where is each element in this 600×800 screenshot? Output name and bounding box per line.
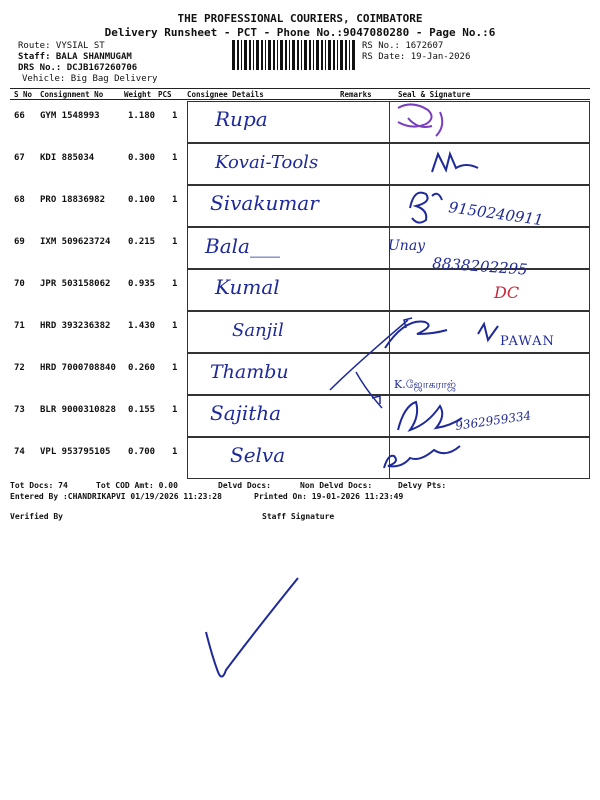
consignee-box bbox=[187, 227, 390, 269]
consignee-hand-67: Kovai-Tools bbox=[215, 152, 319, 173]
header-weight: Weight bbox=[124, 90, 152, 99]
cell-pcs: 1 bbox=[172, 321, 178, 331]
signature-box bbox=[390, 437, 590, 479]
page-title: THE PROFESSIONAL COURIERS, COIMBATORE bbox=[177, 12, 423, 25]
signature-box bbox=[390, 395, 590, 437]
table-header bbox=[10, 88, 590, 100]
cell-consignment: GYM 1548993 bbox=[40, 111, 100, 121]
signature-box bbox=[390, 101, 590, 143]
route-label: Route: VYSIAL ST bbox=[18, 41, 105, 51]
cell-weight: 0.100 bbox=[128, 195, 156, 205]
barcode-bar bbox=[333, 40, 335, 70]
barcode-bar bbox=[232, 40, 235, 70]
barcode-bar bbox=[309, 40, 311, 70]
table-row bbox=[10, 437, 590, 479]
tot-cod-label: Tot COD Amt: 0.00 bbox=[96, 481, 178, 490]
cell-consignment: HRD 7000708840 bbox=[40, 363, 116, 373]
barcode-bar bbox=[273, 40, 275, 70]
consignee-box bbox=[187, 185, 390, 227]
barcode-bar bbox=[352, 40, 355, 70]
cell-pcs: 1 bbox=[172, 363, 178, 373]
signature-box bbox=[390, 143, 590, 185]
barcode-bar bbox=[268, 40, 271, 70]
table-row bbox=[10, 311, 590, 353]
phone-69: 8838202295 bbox=[431, 254, 529, 279]
rs-date-label: RS Date: 19-Jan-2026 bbox=[362, 52, 471, 62]
barcode-bar bbox=[285, 40, 287, 70]
signature-box bbox=[390, 227, 590, 269]
cell-sno: 73 bbox=[14, 405, 25, 415]
barcode-bar bbox=[349, 40, 350, 70]
cell-consignment: IXM 509623724 bbox=[40, 237, 111, 247]
phone-68: 9150240911 bbox=[447, 198, 545, 230]
cell-sno: 74 bbox=[14, 447, 25, 457]
barcode-bar bbox=[340, 40, 343, 70]
cell-sno: 66 bbox=[14, 111, 25, 121]
name-69: Unay bbox=[388, 238, 426, 254]
cell-weight: 1.430 bbox=[128, 321, 156, 331]
cell-weight: 0.300 bbox=[128, 153, 156, 163]
cell-consignment: HRD 393236382 bbox=[40, 321, 111, 331]
barcode bbox=[232, 40, 356, 70]
consignee-box bbox=[187, 101, 390, 143]
header-consignment: Consignment No bbox=[40, 90, 104, 99]
table-row bbox=[10, 269, 590, 311]
cell-sno: 72 bbox=[14, 363, 25, 373]
barcode-bar bbox=[249, 40, 251, 70]
barcode-bar bbox=[297, 40, 299, 70]
cell-sno: 70 bbox=[14, 279, 25, 289]
cell-consignment: BLR 9000310828 bbox=[40, 405, 116, 415]
barcode-bar bbox=[325, 40, 326, 70]
staff-label: Staff: BALA SHANMUGAM bbox=[18, 52, 132, 62]
barcode-bar bbox=[237, 40, 239, 70]
consignee-box bbox=[187, 437, 390, 479]
cell-pcs: 1 bbox=[172, 195, 178, 205]
k-name-72: K.ஜோகராஜ் bbox=[394, 378, 457, 391]
cell-consignment: KDI 885034 bbox=[40, 153, 95, 163]
non-delvd-docs-label: Non Delvd Docs: bbox=[300, 481, 373, 490]
consignee-hand-66: Rupa bbox=[215, 107, 268, 131]
barcode-bar bbox=[265, 40, 266, 70]
drs-label: DRS No.: DCJB167260706 bbox=[18, 63, 138, 73]
barcode-bar bbox=[256, 40, 259, 70]
delvd-docs-label: Delvd Docs: bbox=[218, 481, 271, 490]
consignee-box bbox=[187, 395, 390, 437]
consignee-box bbox=[187, 311, 390, 353]
barcode-bar bbox=[321, 40, 323, 70]
signature-box bbox=[390, 269, 590, 311]
rs-no-label: RS No.: 1672607 bbox=[362, 41, 444, 51]
cell-sno: 71 bbox=[14, 321, 25, 331]
entered-by-label: Entered By :CHANDRIKAPVI 01/19/2026 11:23:28 bbox=[10, 492, 222, 501]
cell-consignment: JPR 503158062 bbox=[40, 279, 111, 289]
cell-sno: 67 bbox=[14, 153, 25, 163]
consignee-hand-72: Thambu bbox=[210, 361, 289, 383]
cell-pcs: 1 bbox=[172, 237, 178, 247]
cell-consignment: VPL 953795105 bbox=[40, 447, 111, 457]
verified-by-label: Verified By bbox=[10, 512, 63, 521]
staff-signature-label: Staff Signature bbox=[262, 512, 335, 521]
tot-docs-label: Tot Docs: 74 bbox=[10, 481, 68, 490]
barcode-bar bbox=[241, 40, 242, 70]
barcode-bar bbox=[280, 40, 283, 70]
dc-mark-70: DC bbox=[494, 283, 520, 302]
cell-pcs: 1 bbox=[172, 279, 178, 289]
consignee-hand-73: Sajitha bbox=[210, 401, 282, 425]
cell-sno: 69 bbox=[14, 237, 25, 247]
printed-on-label: Printed On: 19-01-2026 11:23:49 bbox=[254, 492, 404, 501]
delvy-pts-label: Delvy Pts: bbox=[398, 481, 447, 490]
cell-weight: 0.935 bbox=[128, 279, 156, 289]
barcode-bar bbox=[316, 40, 319, 70]
consignee-box bbox=[187, 269, 390, 311]
page-subtitle: Delivery Runsheet - PCT - Phone No.:9047080280 - Page No.:6 bbox=[104, 26, 496, 39]
barcode-bar bbox=[337, 40, 338, 70]
signature-box bbox=[390, 185, 590, 230]
consignee-hand-74: Selva bbox=[230, 443, 286, 467]
header-pcs: PCS bbox=[158, 90, 172, 99]
table-row bbox=[10, 185, 590, 230]
cell-pcs: 1 bbox=[172, 447, 178, 457]
consignee-hand-71: Sanjil bbox=[232, 320, 284, 341]
barcode-bar bbox=[261, 40, 263, 70]
cell-weight: 0.700 bbox=[128, 447, 156, 457]
barcode-bar bbox=[289, 40, 290, 70]
consignee-hand-69: Bala___ bbox=[205, 234, 280, 258]
barcode-bar bbox=[244, 40, 247, 70]
cell-weight: 0.260 bbox=[128, 363, 156, 373]
cell-pcs: 1 bbox=[172, 405, 178, 415]
header-seal: Seal & Signature bbox=[398, 90, 471, 99]
cell-pcs: 1 bbox=[172, 153, 178, 163]
barcode-bar bbox=[345, 40, 347, 70]
consignee-hand-68: Sivakumar bbox=[210, 191, 319, 215]
cell-weight: 0.155 bbox=[128, 405, 156, 415]
table-row bbox=[10, 227, 590, 269]
signature-box bbox=[390, 353, 590, 395]
cell-sno: 68 bbox=[14, 195, 25, 205]
barcode-bar bbox=[328, 40, 331, 70]
cell-pcs: 1 bbox=[172, 111, 178, 121]
barcode-bar bbox=[253, 40, 254, 70]
barcode-bar bbox=[313, 40, 314, 70]
vehicle-label: Vehicle: Big Bag Delivery bbox=[22, 74, 158, 84]
consignee-hand-70: Kumal bbox=[215, 275, 280, 299]
header-remarks: Remarks bbox=[340, 90, 372, 99]
cell-weight: 0.215 bbox=[128, 237, 156, 247]
table-row bbox=[10, 143, 590, 185]
pawan-text: PAWAN bbox=[500, 334, 555, 349]
verification-tick bbox=[206, 578, 298, 677]
signature-box bbox=[390, 311, 590, 353]
table-row bbox=[10, 353, 590, 395]
table-row bbox=[10, 101, 590, 143]
header-sno: S No bbox=[14, 90, 33, 99]
barcode-bar bbox=[301, 40, 302, 70]
cell-consignment: PRO 18836982 bbox=[40, 195, 106, 205]
cell-weight: 1.180 bbox=[128, 111, 156, 121]
table-row bbox=[10, 395, 590, 437]
barcode-bar bbox=[292, 40, 295, 70]
header-consignee: Consignee Details bbox=[187, 90, 264, 99]
barcode-bar bbox=[277, 40, 278, 70]
consignee-box bbox=[187, 353, 390, 395]
consignee-box bbox=[187, 143, 390, 185]
phone-73: 9362959334 bbox=[454, 408, 533, 433]
barcode-bar bbox=[304, 40, 307, 70]
